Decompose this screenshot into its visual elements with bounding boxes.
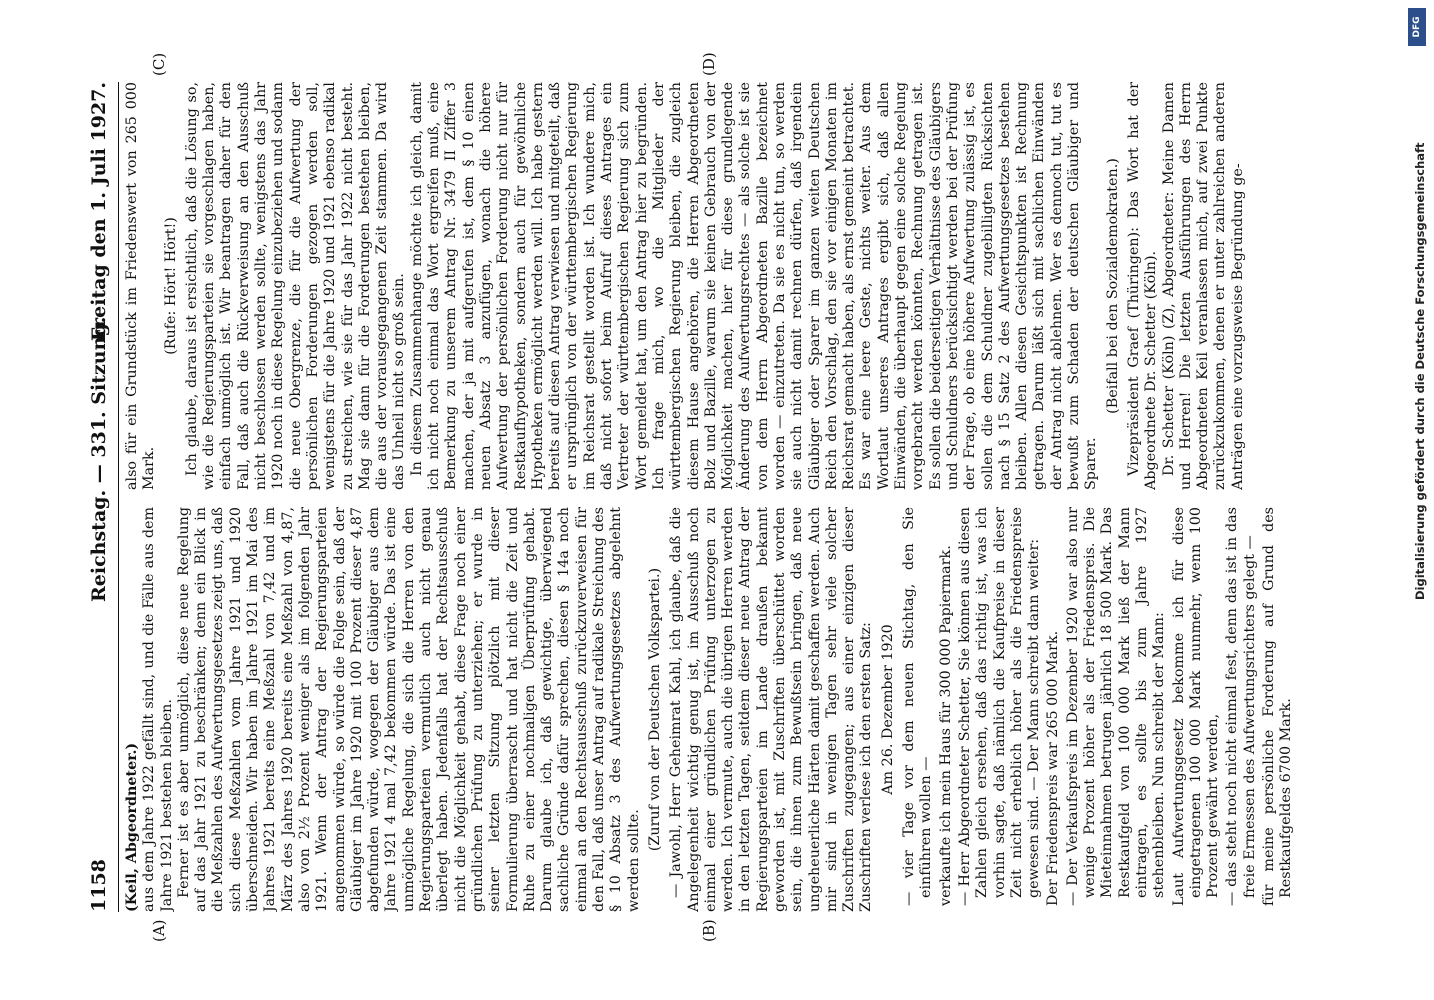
quote-line: Der Friedenspreis war 265 000 Mark. xyxy=(1045,630,1062,906)
paragraph: aus dem Jahre 1922 gefällt sind, und die Fälle aus dem Jahre 1921 bestehen bleiben. xyxy=(141,507,175,912)
margin-marker-d: (D) xyxy=(700,52,718,76)
page-header xyxy=(84,82,119,912)
margin-marker-b: (B) xyxy=(700,919,718,942)
paragraph: Ich glaube, daraus ist ersichtlich, daß die Lösung so, wie die Regierungsparteien sie vorgeschlagen haben, einfach unmöglich ist. Wir beantragen daher für den Fall, daß auch die Rückverweisung an den Ausschuß nicht beschlossen werden sollte, wenigstens das Jahr 1920 noch in diese Regelung einzubeziehen und sodann die neue Obergrenze, die für die Aufwertung der persönlichen Forderungen gezogen werden soll, wenigstens für die Jahre 1920 und 1921 ebenso radikal zu streichen, wie sie für das Jahr 1922 nicht besteht. Mag sie dann für die Forderungen bestehen bleiben, die aus der vorausgegangenen Zeit stammen. Da wird das Unheil nicht so groß sein. xyxy=(183,82,408,490)
interjection: (Beifall bei den Sozialdemokraten.) xyxy=(1104,158,1121,414)
quote-line: — Der Verkaufspreis im Dezember 1920 war also nur wenige Prozent höher als der Friedenspreis. Die Mieteinnahmen betrugen jährlich 18 500 Mark. Das Restkaufgeld von 100 000 Mark ließ der Mann eintragen, es sollte bis zum Jahre 1927 stehenbleiben. Nun schreibt der Mann: xyxy=(1064,507,1168,906)
margin-marker-a: (A) xyxy=(150,919,168,942)
speaker-heading: (Keil, Abgeordneter.) xyxy=(124,742,140,912)
quote-line: — das steht noch nicht einmal fest, denn das ist in das freie Ermessen des Aufwertungsrichters gelegt — xyxy=(1224,507,1258,906)
quote-line: Laut Aufwertungsgesetz bekomme ich für diese eingetragenen 100 000 Mark nunmehr, wenn 100 Prozent gewährt werden, xyxy=(1170,507,1222,906)
paragraph: Dr. Schetter (Köln) (Z), Abgeordneter: Meine Damen und Herren! Die letzten Ausführungen des Herrn Abgeordneten Keil veranlassen mich, auf zwei Punkte zurückzukommen, denen er unter zahlreichen anderen Anträgen eine vorzugsweise Begründung ge- xyxy=(1160,82,1246,490)
session-title: Reichstag. — 331. Sitzung. xyxy=(88,316,110,602)
quote-line: — Herr Abgeordneter Schetter, Sie können aus diesen Zahlen gleich ersehen, daß das richtig ist, was ich vorhin sagte, daß nämlich die Kaufpreise in dieser Zeit nicht erheblich höher als die Friedenspreise gewesen sind. — Der Mann schreibt dann weiter: xyxy=(956,507,1043,906)
interjection: (Rufe: Hört! Hört!) xyxy=(162,217,179,355)
dfg-logo xyxy=(1408,8,1426,46)
logo-text: DFG xyxy=(1412,16,1422,38)
quote-line: — vier Tage vor dem neuen Stichtag, den Sie einführen wollen — xyxy=(901,507,935,906)
interjection: (Zuruf von der Deutschen Volkspartei.) xyxy=(646,567,663,852)
paragraph: — Jawohl, Herr Geheimrat Kahl, ich glaube, daß die Angelegenheit wichtig genug ist, im Ausschuß noch einmal einer gründlichen Prüfung unterzogen zu werden. Ich vermute, auch die übrigen Herren werden in den letzten Tagen, seitdem dieser neue Antrag der Regierungsparteien im Lande draußen bekannt geworden ist, mit Zuschriften überschüttet worden sein, die ihnen zum Bewußtsein bringen, daß neue ungeheuerliche Härten damit geschaffen werden. Auch mir sind in wenigen Tagen sehr viele solcher Zuschriften zugegangen; aus einer einzigen dieser Zuschriften verlese ich den ersten Satz: xyxy=(668,507,875,912)
right-column xyxy=(124,82,1304,490)
quote-line: verkaufte ich mein Haus für 300 000 Papiermark. xyxy=(937,545,954,906)
paragraph: also für ein Grundstück im Friedenswert von 265 000 Mark. xyxy=(124,82,158,490)
paragraph: Vizepräsident Graef (Thüringen): Das Wort hat der Abgeordnete Dr. Schetter (Köln). xyxy=(1125,82,1160,490)
stamp-text: Digitalisierung gefördert durch die Deutsche Forschungsgemeinschaft xyxy=(1413,142,1427,600)
paragraph: In diesem Zusammenhange möchte ich gleich, damit ich nicht noch einmal das Wort ergreifen muß, eine Bemerkung zu unserem Antrag Nr. 3479 II Ziffer 3 machen, der ja mit aufgerufen ist, dem § 10 einen neuen Absatz 3 anzufügen, wonach die höhere Aufwertung der persönlichen Forderung nicht nur für Restkaufhypotheken, sondern auch für gewöhnliche Hypotheken ermöglicht werden will. Ich habe gestern bereits auf diesen Antrag verwiesen und mitgeteilt, daß er ursprünglich von der württembergischen Regierung im Reichsrat gestellt worden ist. Ich wundere mich, daß nicht sofort beim Aufruf dieses Antrages ein Vertreter der württembergischen Regierung sich zum Wort gemeldet hat, um den Antrag hier zu begründen. Ich frage mich, wo die Mitglieder der württembergischen Regierung bleiben, die zugleich diesem Hause angehören, die Herren Abgeordneten Bolz und Bazille, warum sie keinen Gebrauch von der Möglichkeit machen, hier für diese grundlegende Änderung des Aufwertungsrechtes — als solche ist sie von dem Herrn Abgeordneten Bazille bezeichnet worden — einzutreten. Da sie es nicht tun, so werden sie auch nicht damit rechnen dürfen, daß irgendein Gläubiger oder Sparer im ganzen weiten Deutschen Reich den Vorschlag, den sie vor einigen Monaten im Reichsrat gemacht haben, als ernst gemeint betrachtet. Es war eine leere Geste, nichts weiter. Aus dem Wortlaut unseres Antrages ergibt sich, daß allen Einwänden, die überhaupt gegen eine solche Regelung vorgebracht werden könnten, Rechnung getragen ist. Es sollen die beiderseitigen Verhältnisse des Gläubigers und Schuldners berücksichtigt werden bei der Prüfung der Frage, ob eine höhere Aufwertung zulässig ist, es sollen die dem Schuldner zugebilligten Rücksichten nach § 15 Satz 2 des Aufwertungsgesetzes bestehen bleiben. Allen diesen Gesichtspunkten ist Rechnung getragen. Darum läßt sich mit sachlichen Einwänden der Antrag nicht ablehnen. Wer es dennoch tut, tut es bewußt zum Schaden der deutschen Gläubiger und Sparer. xyxy=(408,82,1100,490)
left-column xyxy=(124,507,1304,912)
quote-line: für meine persönliche Forderung auf Grund des Restkaufgeldes 6700 Mark. xyxy=(1261,507,1295,906)
digitization-stamp xyxy=(1406,0,1430,1000)
paragraph: Ferner ist es aber unmöglich, diese neue Regelung auf das Jahr 1921 zu beschränken; denn ein Blick in die Meßzahlen des Aufwertungsgesetzes zeigt uns, daß sich diese Meßzahlen vom Jahre 1921 und 1920 überschneiden. Wir haben im Jahre 1921 im Mai des Jahres 1921 bereits eine Meßzahl von 7,42 und im März des Jahres 1920 bereits eine Meßzahl von 4,87, also von 2½ Prozent weniger als im folgenden Jahr 1921. Wenn der Antrag der Regierungsparteien angenommen würde, so würde die Folge sein, daß der Gläubiger im Jahre 1920 mit 100 Prozent dieser 4,87 abgefunden würde, wogegen der Gläubiger aus dem Jahre 1921 4 mal 7,42 bekommen würde. Das ist eine unmögliche Regelung, die sich die Herren von den Regierungsparteien vermutlich auch nicht genau überlegt haben. Jedenfalls hat der Rechtsausschuß nicht die Möglichkeit gehabt, diese Frage noch einer gründlichen Prüfung zu unterziehen; er wurde in seiner letzten Sitzung plötzlich mit dieser Formulierung überrascht und hat nicht die Zeit und Ruhe zu einer nochmaligen Überprüfung gehabt. Darum glaube ich, daß gewichtige, überwiegend sachliche Gründe dafür sprechen, diesen § 14a noch einmal an den Rechtsausschuß zurückzuverweisen für den Fall, daß unser Antrag auf radikale Streichung des § 10 Absatz 3 des Aufwertungsgesetzes abgelehnt werden sollte. xyxy=(175,507,642,912)
quote-line: Am 26. Dezember 1920 xyxy=(879,624,896,795)
page-number: 1158 xyxy=(88,859,110,912)
session-date: Freitag den 1. Juli 1927. xyxy=(88,82,110,342)
margin-marker-c: (C) xyxy=(150,52,168,76)
